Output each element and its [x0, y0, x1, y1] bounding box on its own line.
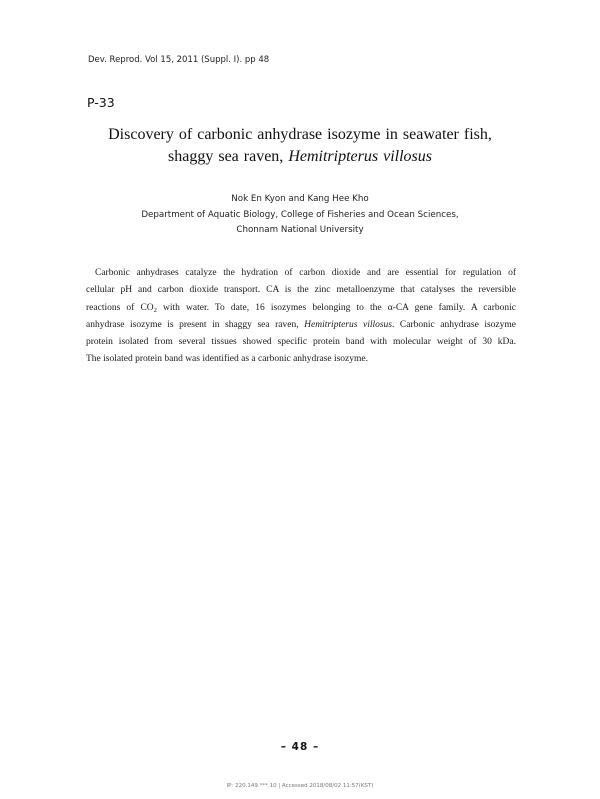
page-number: – 48 –: [280, 741, 320, 753]
co2-subscript: 2: [153, 306, 157, 314]
abstract-line-3: [86, 300, 516, 317]
journal-reference: Dev. Reprod. Vol 15, 2011 (Suppl. Ⅰ). pp 48: [88, 55, 270, 65]
abstract-line-4: [86, 317, 516, 334]
abstract-line-4-end: . Carbonic anhydrase isozyme: [392, 319, 516, 330]
author-names: Nok En Kyon and Kang Hee Kho: [231, 194, 369, 204]
access-footer: IP: 220.149.***.10 | Accessed 2018/08/02 11:57(KST): [226, 783, 374, 789]
poster-id: P-33: [87, 95, 115, 110]
abstract-line-2: cellular pH and carbon dioxide transport. CA is the zinc metalloenzyme that catalyses the reversible: [86, 285, 516, 296]
abstract-line-4-start: anhydrase isozyme is present in shaggy sea raven,: [86, 319, 305, 330]
abstract-line-1: Carbonic anhydrases catalyze the hydration of carbon dioxide and are essential for regulation of: [95, 268, 516, 278]
abstract-line-3-start: reactions of CO: [86, 302, 154, 313]
title-line-2-text: shaggy sea raven,: [168, 148, 289, 165]
species-name: Hemitripterus villosus: [288, 148, 432, 165]
paper-title: [40, 124, 560, 168]
abstract-line-3-end: with water. To date, 16 isozymes belonging to the α-CA gene family. A carbonic: [156, 302, 516, 313]
abstract-line-6: The isolated protein band was identified as a carbonic anhydrase isozyme.: [86, 354, 368, 365]
author-block: [40, 192, 560, 239]
abstract-line-5: protein isolated from several tissues showed specific protein band with molecular weight of 30 kDa.: [86, 337, 516, 348]
affiliation-line-2: Chonnam National University: [236, 225, 364, 235]
affiliation-line-1: Department of Aquatic Biology, College of Fisheries and Ocean Sciences,: [141, 209, 459, 220]
title-line-2: [40, 146, 560, 168]
abstract-species-name: Hemitripterus villosus: [304, 319, 393, 330]
abstract: [86, 265, 516, 369]
abstract-paragraph: [86, 265, 516, 369]
title-line-1: Discovery of carbonic anhydrase isozyme in seawater fish,: [108, 126, 492, 143]
